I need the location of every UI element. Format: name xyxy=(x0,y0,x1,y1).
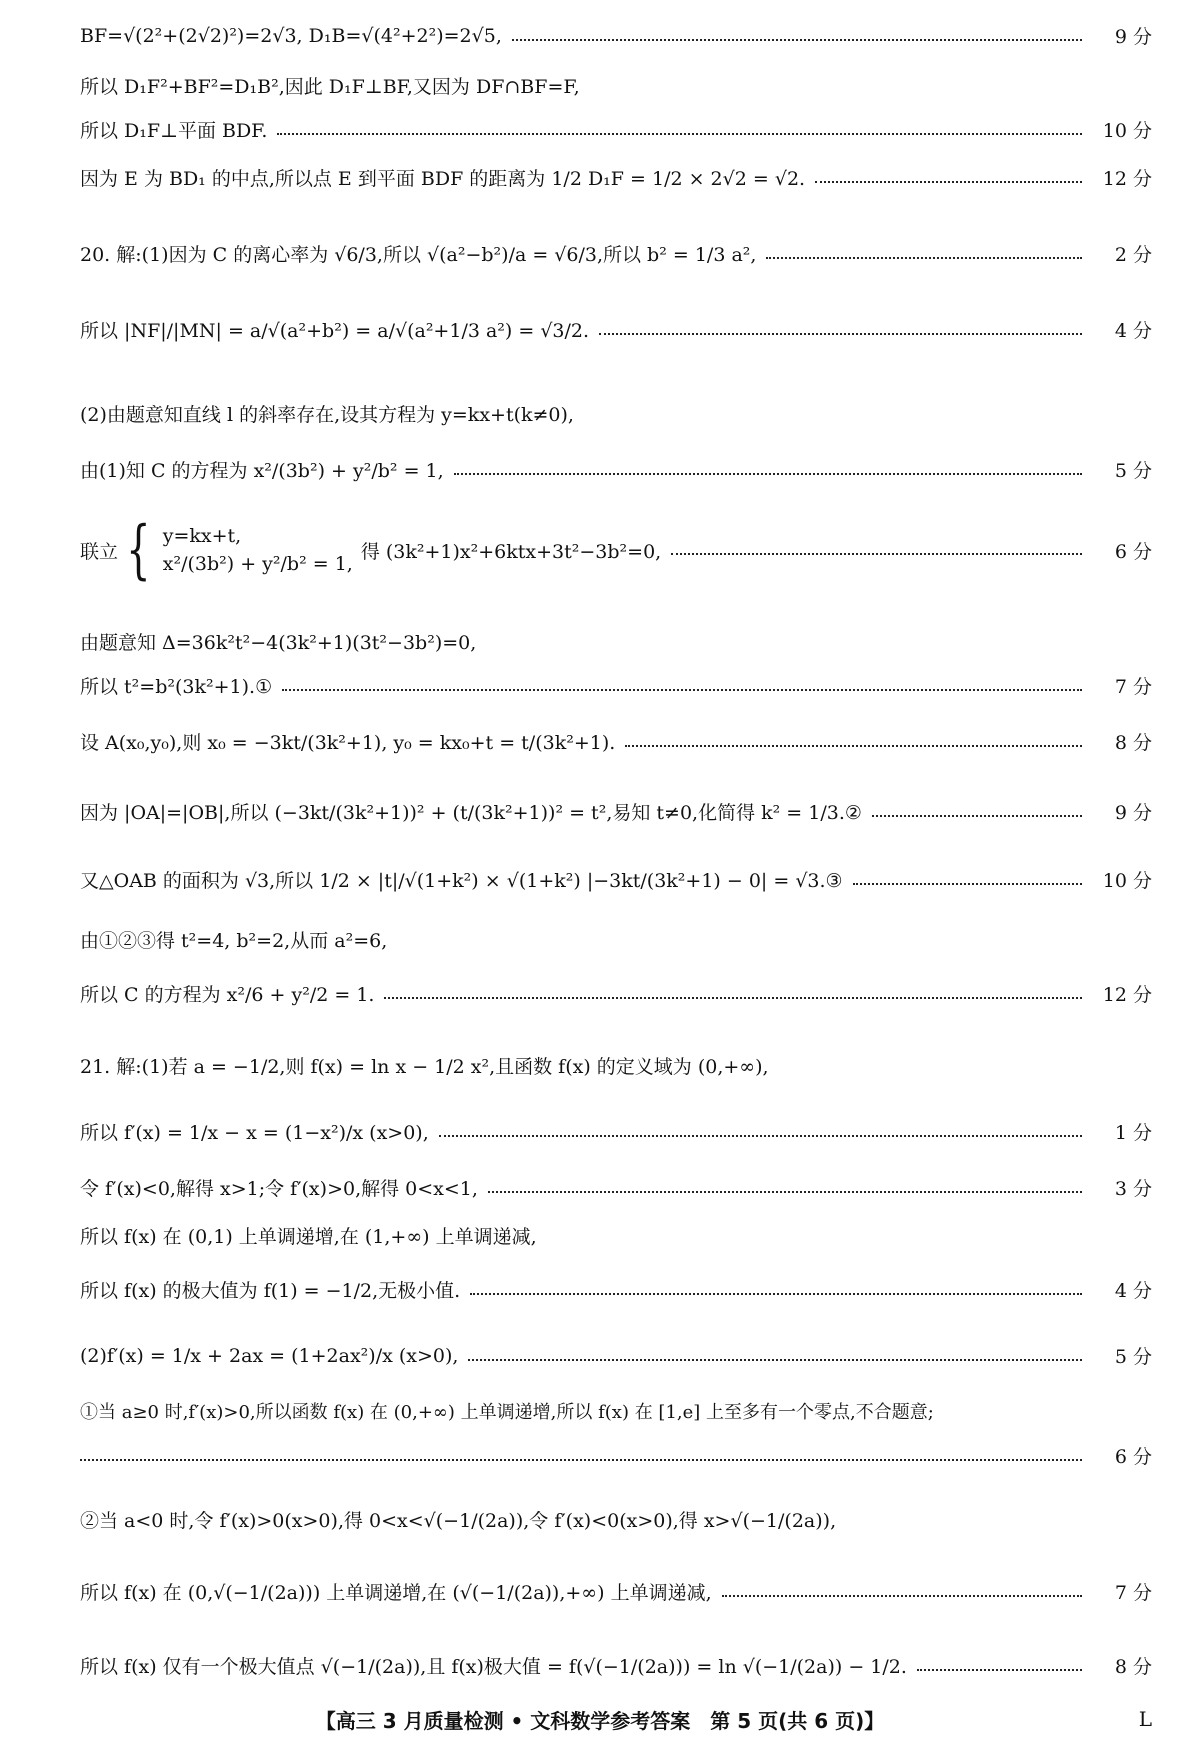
leader-dots xyxy=(853,883,1082,885)
line-8: 由(1)知 C 的方程为 x²/(3b²) + y²/b² = 1, 5 分 xyxy=(80,456,1152,483)
line-20: 所以 f(x) 在 (0,1) 上单调递增,在 (1,+∞) 上单调递减, xyxy=(80,1226,537,1248)
line-16: 所以 C 的方程为 x²/6 + y²/2 = 1. 12 分 xyxy=(80,980,1152,1007)
line-13: 因为 |OA|=|OB|,所以 (−3kt/(3k²+1))² + (t/(3k²+1))² = t²,易知 t≠0,化简得 k² = 1/3.② 9 分 xyxy=(80,798,1152,825)
score-label: 5 分 xyxy=(1114,1346,1152,1368)
score-label: 7 分 xyxy=(1114,1582,1152,1604)
line-26: 所以 f(x) 在 (0,√(−1/(2a))) 上单调递增,在 (√(−1/(2a)),+∞) 上单调递减, 7 分 xyxy=(80,1578,1152,1605)
line-5: 20. 解:(1)因为 C 的离心率为 √6/3,所以 √(a²−b²)/a = √6/3,所以 b² = 1/3 a², 2 分 xyxy=(80,240,1152,267)
line-23: ①当 a≥0 时,f′(x)>0,所以函数 f(x) 在 (0,+∞) 上单调递增,所以 f(x) 在 [1,e] 上至多有一个零点,不合题意; xyxy=(80,1402,934,1423)
corner-mark: L xyxy=(1138,1707,1152,1731)
page-footer: 【高三 3 月质量检测 • 文科数学参考答案 第 5 页(共 6 页)】 xyxy=(315,1709,885,1733)
score-label: 12 分 xyxy=(1102,984,1152,1006)
leader-dots xyxy=(917,1669,1082,1671)
score-label: 4 分 xyxy=(1114,320,1152,342)
score-label: 9 分 xyxy=(1114,26,1152,48)
line-15: 由①②③得 t²=4, b²=2,从而 a²=6, xyxy=(80,930,388,952)
leader-dots xyxy=(277,133,1082,135)
leader-dots xyxy=(599,333,1082,335)
line-27: 所以 f(x) 仅有一个极大值点 √(−1/(2a)),且 f(x)极大值 = f(√(−1/(2a))) = ln √(−1/(2a)) − 1/2. 8 分 xyxy=(80,1652,1152,1679)
leader-dots xyxy=(439,1135,1082,1137)
leader-dots xyxy=(384,997,1082,999)
score-label: 3 分 xyxy=(1114,1178,1152,1200)
left-brace: { xyxy=(126,513,151,587)
score-label: 8 分 xyxy=(1114,732,1152,754)
line-14: 又△OAB 的面积为 √3,所以 1/2 × |t|/√(1+k²) × √(1+k²) |−3kt/(3k²+1) − 0| = √3.③ 10 分 xyxy=(80,866,1152,893)
score-label: 6 分 xyxy=(1114,540,1152,563)
score-label: 9 分 xyxy=(1114,802,1152,824)
score-label: 1 分 xyxy=(1114,1122,1152,1144)
line-17: 21. 解:(1)若 a = −1/2,则 f(x) = ln x − 1/2 x²,且函数 f(x) 的定义域为 (0,+∞), xyxy=(80,1056,769,1078)
line-7: (2)由题意知直线 l 的斜率存在,设其方程为 y=kx+t(k≠0), xyxy=(80,404,574,426)
leader-dots xyxy=(815,181,1082,183)
score-label: 8 分 xyxy=(1114,1656,1152,1678)
line-24 xyxy=(80,1442,1152,1469)
score-label: 12 分 xyxy=(1102,168,1152,190)
line-19: 令 f′(x)<0,解得 x>1;令 f′(x)>0,解得 0<x<1, 3 分 xyxy=(80,1174,1152,1201)
line-25: ②当 a<0 时,令 f′(x)>0(x>0),得 0<x<√(−1/(2a)),令 f′(x)<0(x>0),得 x>√(−1/(2a)), xyxy=(80,1510,837,1532)
score-label: 10 分 xyxy=(1102,870,1152,892)
line-10: 由题意知 Δ=36k²t²−4(3k²+1)(3t²−3b²)=0, xyxy=(80,632,477,654)
score-label: 5 分 xyxy=(1114,460,1152,482)
leader-dots xyxy=(470,1293,1082,1295)
line-21: 所以 f(x) 的极大值为 f(1) = −1/2,无极小值. 4 分 xyxy=(80,1276,1152,1303)
score-label: 2 分 xyxy=(1114,244,1152,266)
leader-dots xyxy=(282,689,1082,691)
score-label: 6 分 xyxy=(1114,1446,1152,1468)
leader-dots xyxy=(625,745,1082,747)
leader-dots xyxy=(454,473,1082,475)
leader-dots xyxy=(512,39,1082,41)
leader-dots xyxy=(722,1595,1082,1597)
line-4: 因为 E 为 BD₁ 的中点,所以点 E 到平面 BDF 的距离为 1/2 D₁F = 1/2 × 2√2 = √2. 12 分 xyxy=(80,164,1152,191)
leader-dots xyxy=(872,815,1082,817)
leader-dots xyxy=(766,257,1082,259)
line-11: 所以 t²=b²(3k²+1).① 7 分 xyxy=(80,672,1152,699)
leader-dots xyxy=(468,1359,1082,1361)
leader-dots xyxy=(671,553,1082,555)
line-2: 所以 D₁F²+BF²=D₁B²,因此 D₁F⊥BF,又因为 DF∩BF=F, xyxy=(80,76,580,98)
line-3: 所以 D₁F⊥平面 BDF. 10 分 xyxy=(80,116,1152,143)
line-6: 所以 |NF|/|MN| = a/√(a²+b²) = a/√(a²+1/3 a²) = √3/2. 4 分 xyxy=(80,316,1152,343)
line-18: 所以 f′(x) = 1/x − x = (1−x²)/x (x>0), 1 分 xyxy=(80,1118,1152,1145)
equation-system: { y=kx+t, x²/(3b²) + y²/b² = 1, xyxy=(126,513,353,587)
line-22: (2)f′(x) = 1/x + 2ax = (1+2ax²)/x (x>0), 5 分 xyxy=(80,1342,1152,1369)
score-label: 7 分 xyxy=(1114,676,1152,698)
line-1: BF=√(2²+(2√2)²)=2√3, D₁B=√(4²+2²)=2√5, 9 分 xyxy=(80,22,1152,49)
leader-dots xyxy=(80,1459,1082,1461)
score-label: 10 分 xyxy=(1102,120,1152,142)
score-label: 4 分 xyxy=(1114,1280,1152,1302)
line-12: 设 A(x₀,y₀),则 x₀ = −3kt/(3k²+1), y₀ = kx₀+t = t/(3k²+1). 8 分 xyxy=(80,728,1152,755)
leader-dots xyxy=(488,1191,1082,1193)
line-9: 联立 { y=kx+t, x²/(3b²) + y²/b² = 1, 得 (3k²+1)x²+6ktx+3t²−3b²=0, 6 分 xyxy=(80,513,1152,587)
